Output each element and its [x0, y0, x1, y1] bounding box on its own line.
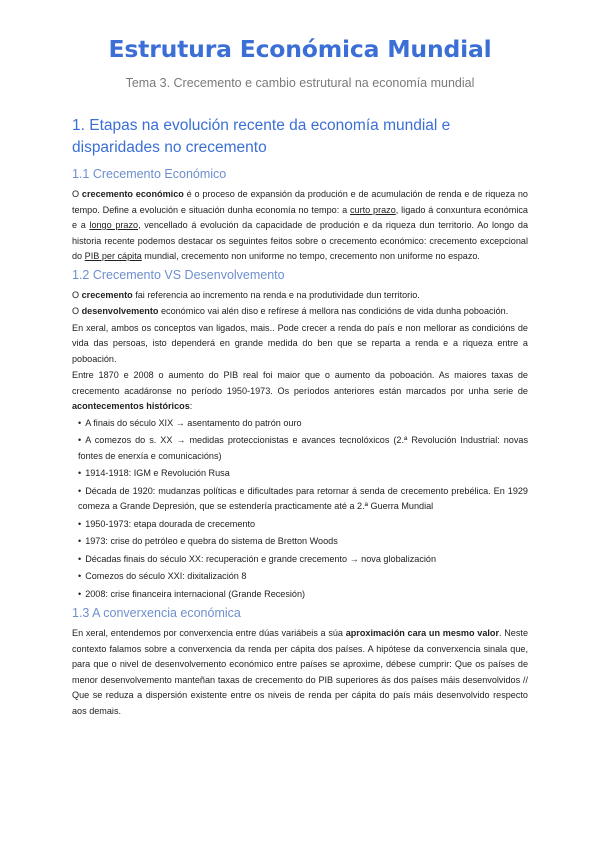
section-1-3-heading: 1.3 A converxencia económica [72, 606, 241, 620]
section-1-1-heading: 1.1 Crecemento Económico [72, 167, 227, 181]
section-1-1-paragraph: O crecemento económico é o proceso de expansión da produción e de acumulación de renda e de riqueza no tempo. Define a evolución e situación dunha economía no tempo: a curto prazo, ligado á conxuntura económica e a longo prazo, vencellado á evolución da capacidade de produción e da riqueza dun territorio. Ao longo da historia recente podemos destacar os seguintes feitos sobre o crecemento económico: crecemento excepcional do PIB per cápita mundial, crecemento non uniforme no tempo, crecemento non uniforme no espazo. [72, 189, 529, 261]
document-title: Estrutura Económica Mundial [108, 35, 492, 63]
list-item: • 2008: crise financeira internacional (Grande Recesión) [78, 588, 306, 599]
section-1-2-paragraph-1: O crecemento fai referencia ao incremento na renda e na produtividade dun territorio. [72, 289, 420, 300]
section-1-2-heading: 1.2 Crecemento VS Desenvolvemento [72, 267, 285, 282]
list-item: • A comezos do s. XX → medidas proteccionistas e avances tecnolóxicos (2.ª Revolución Industrial: novas fontes de enerxía e comunicacións) [78, 435, 528, 461]
bullet-icon: • [78, 468, 82, 478]
bullet-icon: • [78, 435, 82, 445]
bullet-icon: • [78, 417, 82, 428]
bullet-icon: • [78, 553, 82, 564]
bullet-icon: • [78, 485, 82, 496]
section-1-2-paragraph-3: En xeral, ambos os conceptos van ligados, mais.. Pode crecer a renda do país e non mellorar as condicións de vida das persoas, isto dependerá en grande medida do ben que se reparta a renda e a riqueza entre a poboación. [72, 322, 528, 364]
section-1-heading: 1. Etapas na evolución recente da economía mundial e disparidades no crecemento [72, 117, 451, 156]
document-subtitle: Tema 3. Crecemento e cambio estrutural na economía mundial [125, 76, 475, 90]
list-item: • 1973: crise do petróleo e quebra do sistema de Bretton Woods [78, 536, 338, 546]
list-item: • A finais do século XIX → asentamento do patrón ouro [78, 417, 302, 428]
bullet-icon: • [78, 536, 82, 546]
historical-events-list [72, 416, 528, 603]
list-item: • Comezos do século XXI: dixitalización 8 [78, 571, 247, 581]
section-1-3-paragraph: En xeral, entendemos por converxencia entre dúas variábeis a súa aproximación cara un mesmo valor. Neste contexto falamos sobre a converxencia da renda per cápita dos países. A hipótese da converxencia sinala que, para que o nivel de desenvolvemento económico entre países se aproxime, débese cumprir: Que os países de menor desenvolvemento manteñan taxas de crecemento do PIB superiores ás dos países máis desenvolvidos // Que se reduza a dispersión existente entre os niveis de renda per cápita do país máis desenvolvido respecto aos demais. [72, 628, 528, 716]
bullet-icon: • [78, 588, 82, 599]
list-item: • Décadas finais do século XX: recuperación e grande crecemento → nova globalización [78, 553, 437, 564]
section-1-2-paragraph-2: O desenvolvemento económico vai alén diso e refírese á mellora nas condicións de vida dunha poboación. [72, 306, 509, 316]
list-item: • Década de 1920: mudanzas políticas e dificultades para retornar á senda de crecemento prebélica. En 1929 comeza a Grande Depresión, que se estendería practicamente até a 2.ª Guerra Mundial [78, 485, 528, 511]
list-item: • 1914-1918: IGM e Revolución Rusa [78, 468, 230, 478]
bullet-icon: • [78, 518, 82, 529]
section-1-2-paragraph-4: Entre 1870 e 2008 o aumento do PIB real foi maior que o aumento da poboación. As maiores taxas de crecemento acadáronse no período 1950-1973. Os períodos anteriores están marcados por unha serie de acontecementos históricos: [72, 370, 528, 411]
bullet-icon: • [78, 571, 82, 581]
list-item: • 1950-1973: etapa dourada de crecemento [78, 518, 256, 529]
